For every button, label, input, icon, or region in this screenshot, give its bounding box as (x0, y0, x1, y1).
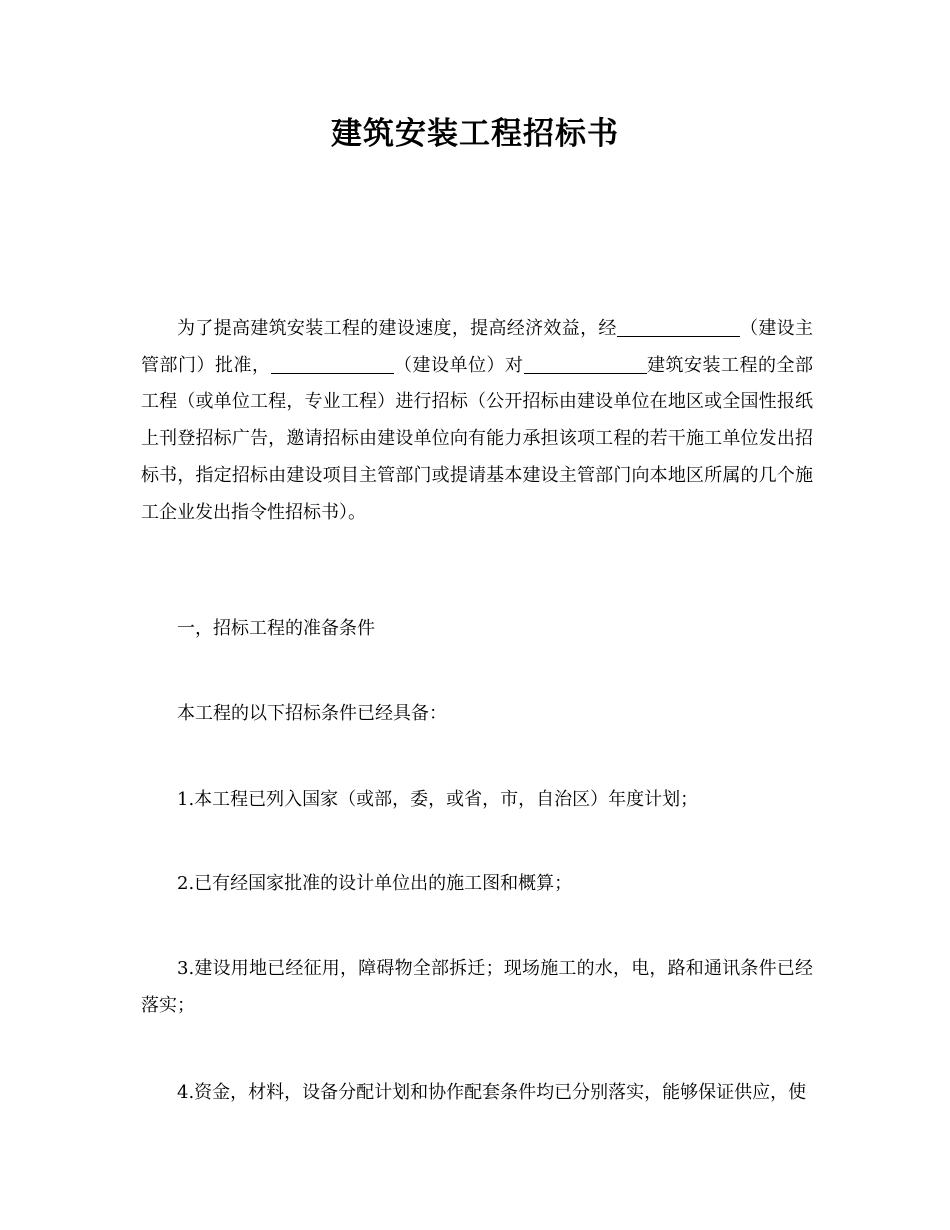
document-title: 建筑安装工程招标书 (331, 116, 619, 152)
condition-item-1: 1.本工程已列入国家（或部，委，或省，市，自治区）年度计划； (177, 789, 699, 810)
intro-text-4: 建筑安装工程的全部工程（或单位工程，专业工程）进行招标（公开招标由建设单位在地区或全国性报纸上刊登招标广告，邀请招标由建设单位向有能力承担该项工程的若干施工单位发出招标书，指定招标由建设项目主管部门或提请基本建设主管部门向本地区所属的几个施工企业发出指令性招标书）。 (141, 354, 813, 523)
blank-field-builder (271, 353, 394, 374)
condition-item-3: 3.建设用地已经征用，障碍物全部拆迁；现场施工的水，电，路和通讯条件已经落实； (141, 958, 813, 1016)
intro-text-2: （建设主管部门）批准， (141, 318, 814, 376)
condition-item-4: 4.资金，材料，设备分配计划和协作配套条件均已分别落实，能够保证供应，使 (177, 1082, 807, 1103)
blank-field-project (524, 353, 647, 374)
section-heading: 一，招标工程的准备条件 (177, 618, 375, 639)
intro-text-1: 为了提高建筑安装工程的建设速度，提高经济效益，经 (177, 318, 617, 339)
intro-paragraph (141, 311, 813, 531)
condition-item-2: 2.已有经国家批准的设计单位出的施工图和概算； (177, 873, 573, 894)
conditions-intro: 本工程的以下招标条件已经具备： (177, 703, 447, 724)
blank-field-authority (617, 316, 740, 337)
intro-text-3: （建设单位）对 (393, 354, 524, 376)
